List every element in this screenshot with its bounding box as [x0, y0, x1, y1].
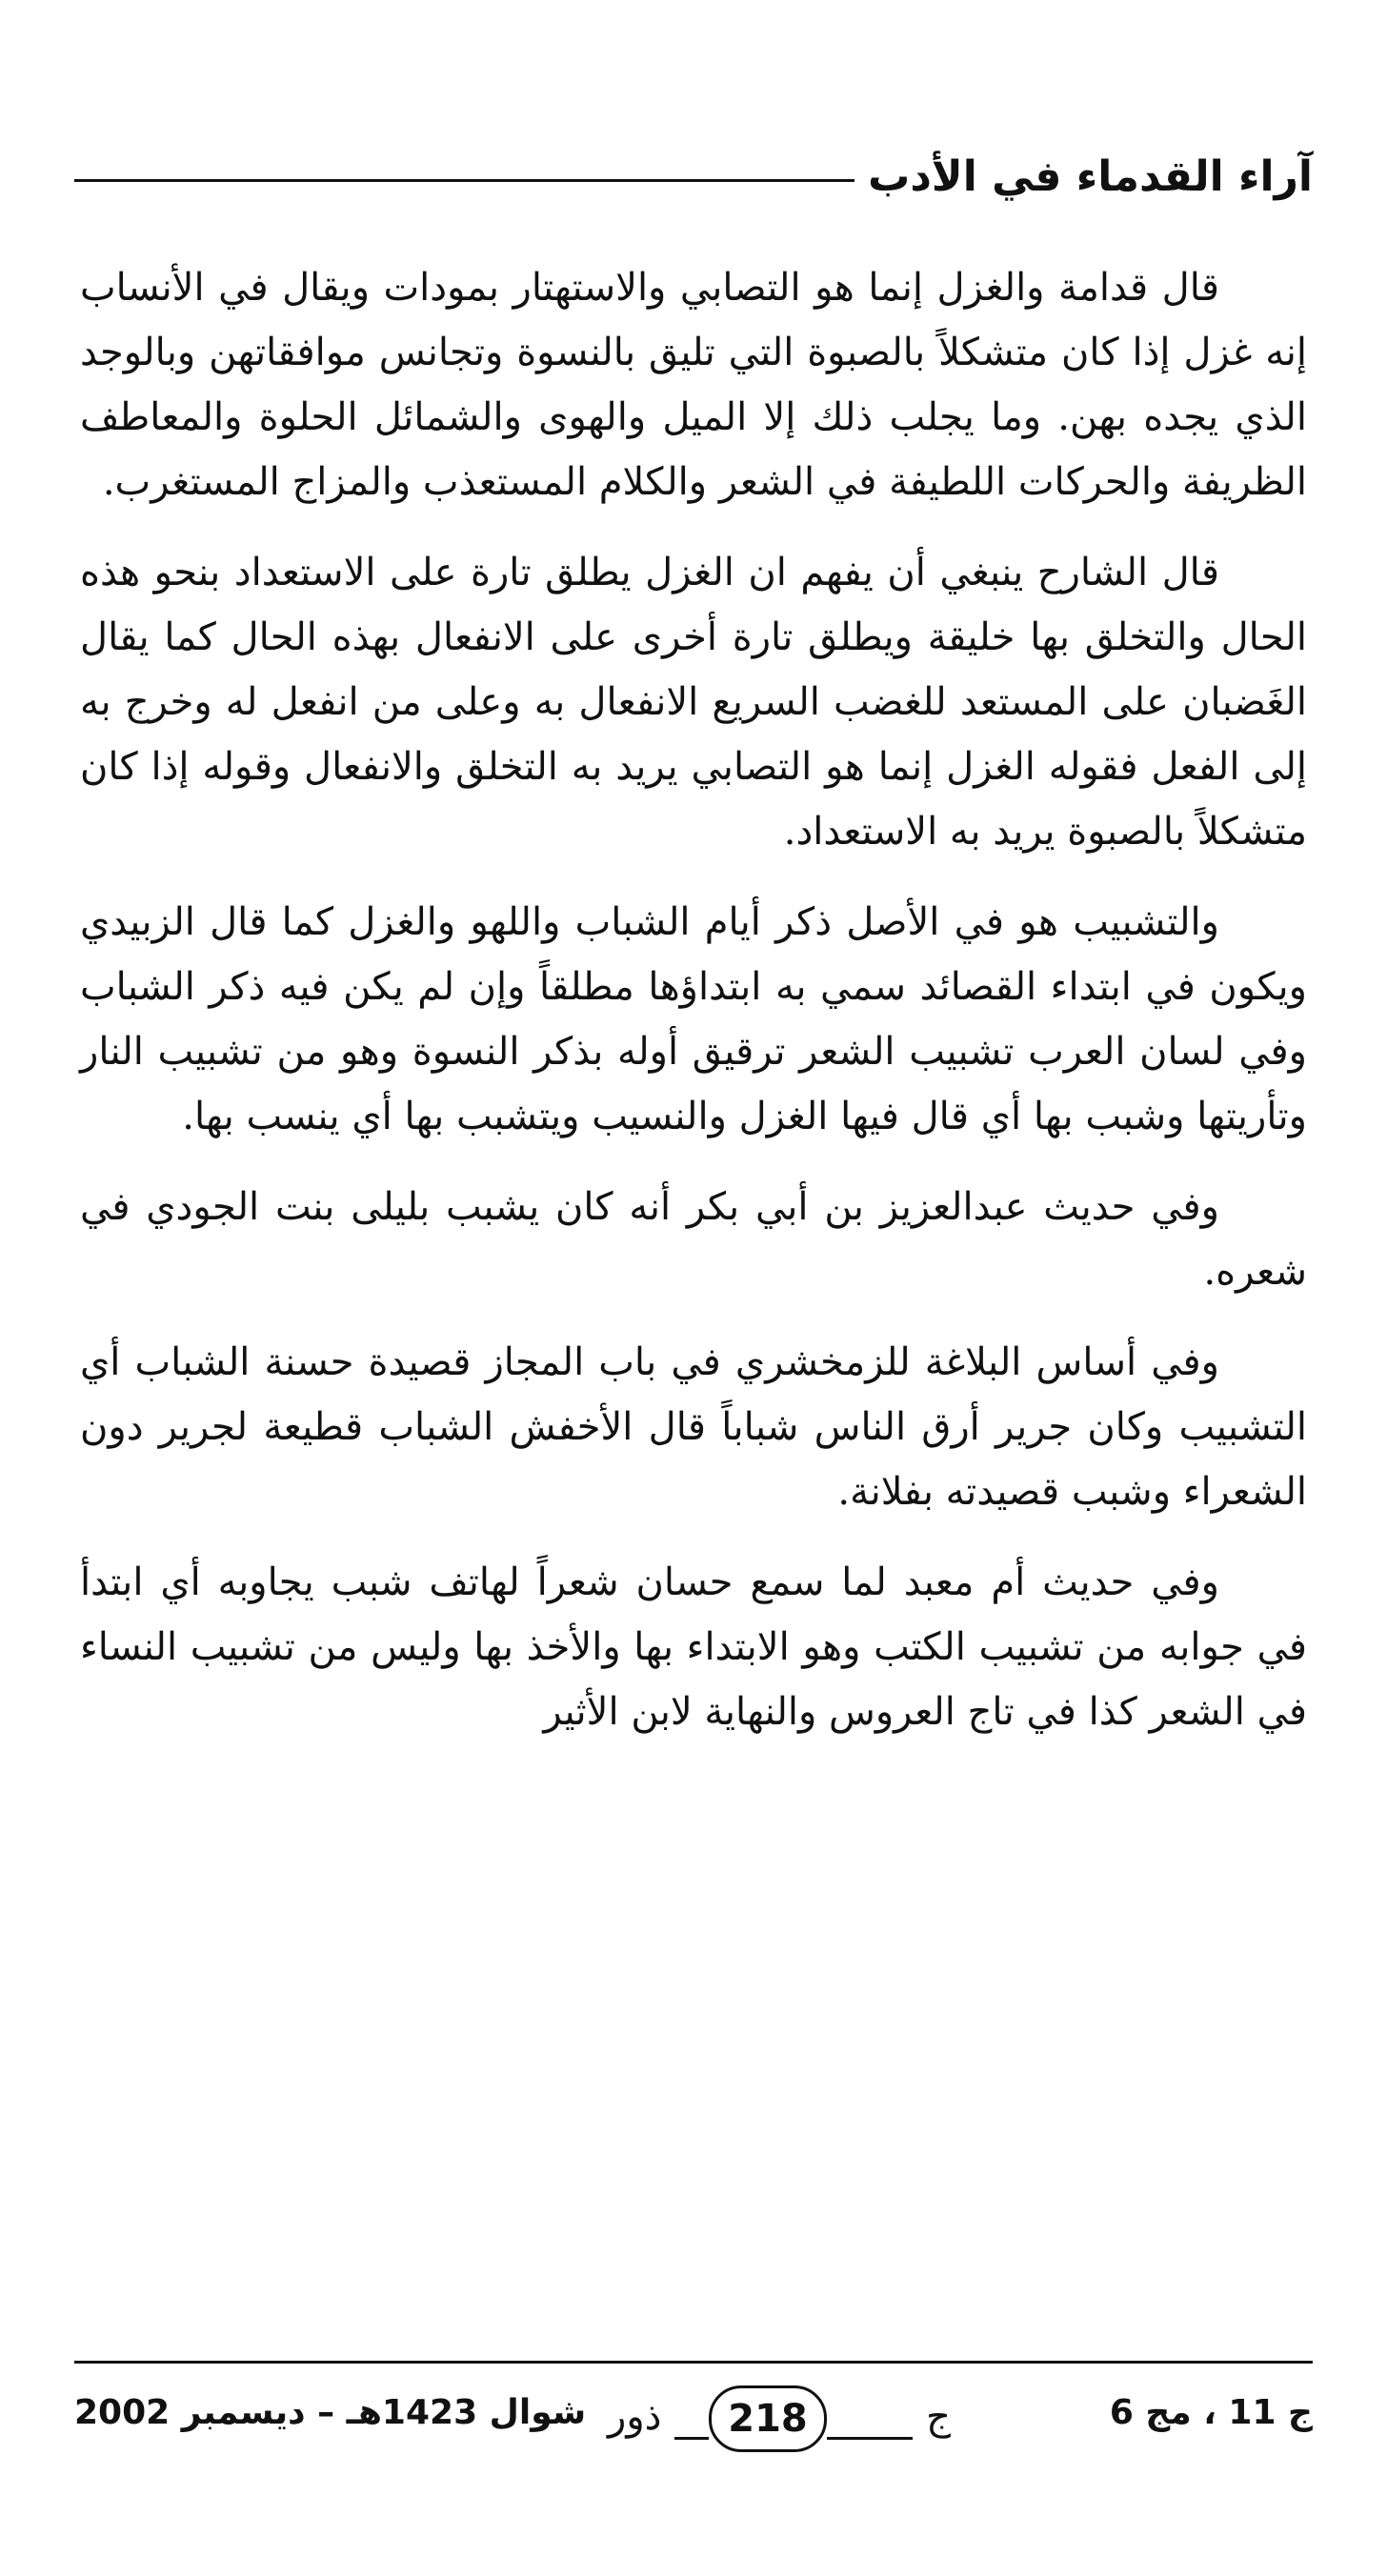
journal-logo: [608, 2382, 951, 2458]
journal-line-left: [674, 2437, 709, 2440]
paragraph-1: قال قدامة والغزل إنما هو التصابي والاستهتار بمودات ويقال في الأنساب إنه غزل إذا كان متشكلاً بالصبوة التي تليق بالنسوة وتجانس موافقاتهن وبالوجد الذي يجده بهن. وما يجلب ذلك إلا الميل والهوى والشمائل الحلوة والمعاطف الظريفة والحركات اللطيفة في الشعر والكلام المستعذب والمزاج المستغرب.: [80, 266, 1308, 504]
body-text: [80, 255, 1307, 1770]
footer: [74, 2382, 1313, 2458]
paragraph-2: قال الشارح ينبغي أن يفهم ان الغزل يطلق تارة على الاستعداد بنحو هذه الحال والتخلق بها خليقة ويطلق تارة أخرى على الانفعال بهذه الحال كما يقال الغَضبان على المستعد للغضب السريع الانفعال به وعلى من انفعل له وخرج به إلى الفعل فقوله الغزل إنما هو التصابي يريد به التخلق والانفعال وقوله إذا كان متشكلاً بالصبوة يريد به الاستعداد.: [80, 551, 1307, 854]
issue-label: ج 11 ، مج 6: [1109, 2393, 1313, 2432]
journal-name-left: ذور: [608, 2395, 662, 2439]
header-rule: [74, 179, 854, 182]
issue-date: شوال 1423هـ – ديسمبر 2002: [74, 2393, 587, 2432]
header-title: آراء القدماء في الأدب: [868, 151, 1313, 201]
journal-name-right: ج: [926, 2395, 951, 2439]
running-header: [74, 143, 1313, 210]
footer-rule: [74, 2361, 1313, 2364]
paragraph-5: وفي أساس البلاغة للزمخشري في باب المجاز قصيدة حسنة الشباب أي التشبيب وكان جرير أرق الناس شباباً قال الأخفش الشباب قطيعة لجرير دون الشعراء وشبب قصيدته بفلانة.: [80, 1340, 1307, 1514]
paragraph-3: والتشبيب هو في الأصل ذكر أيام الشباب واللهو والغزل كما قال الزبيدي ويكون في ابتداء القصائد سمي به ابتداؤها مطلقاً وإن لم يكن فيه ذكر الشباب وفي لسان العرب تشبيب الشعر ترقيق أوله بذكر النسوة وهو من تشبيب النار وتأريتها وشبب بها أي قال فيها الغزل والنسيب ويتشبب بها أي ينسب بها.: [80, 900, 1307, 1138]
paragraph-4: وفي حديث عبدالعزيز بن أبي بكر أنه كان يشبب بليلى بنت الجودي في شعره.: [80, 1185, 1307, 1294]
journal-line-right: [827, 2437, 913, 2440]
paragraph-6: وفي حديث أم معبد لما سمع حسان شعراً لهاتف شبب يجاوبه أي ابتدأ في جوابه من تشبيب الكتب وهو الابتداء بها والأخذ بها وليس من تشبيب النساء في الشعر كذا في تاج العروس والنهاية لابن الأثير: [80, 1560, 1307, 1734]
page-number: 218: [709, 2385, 827, 2452]
